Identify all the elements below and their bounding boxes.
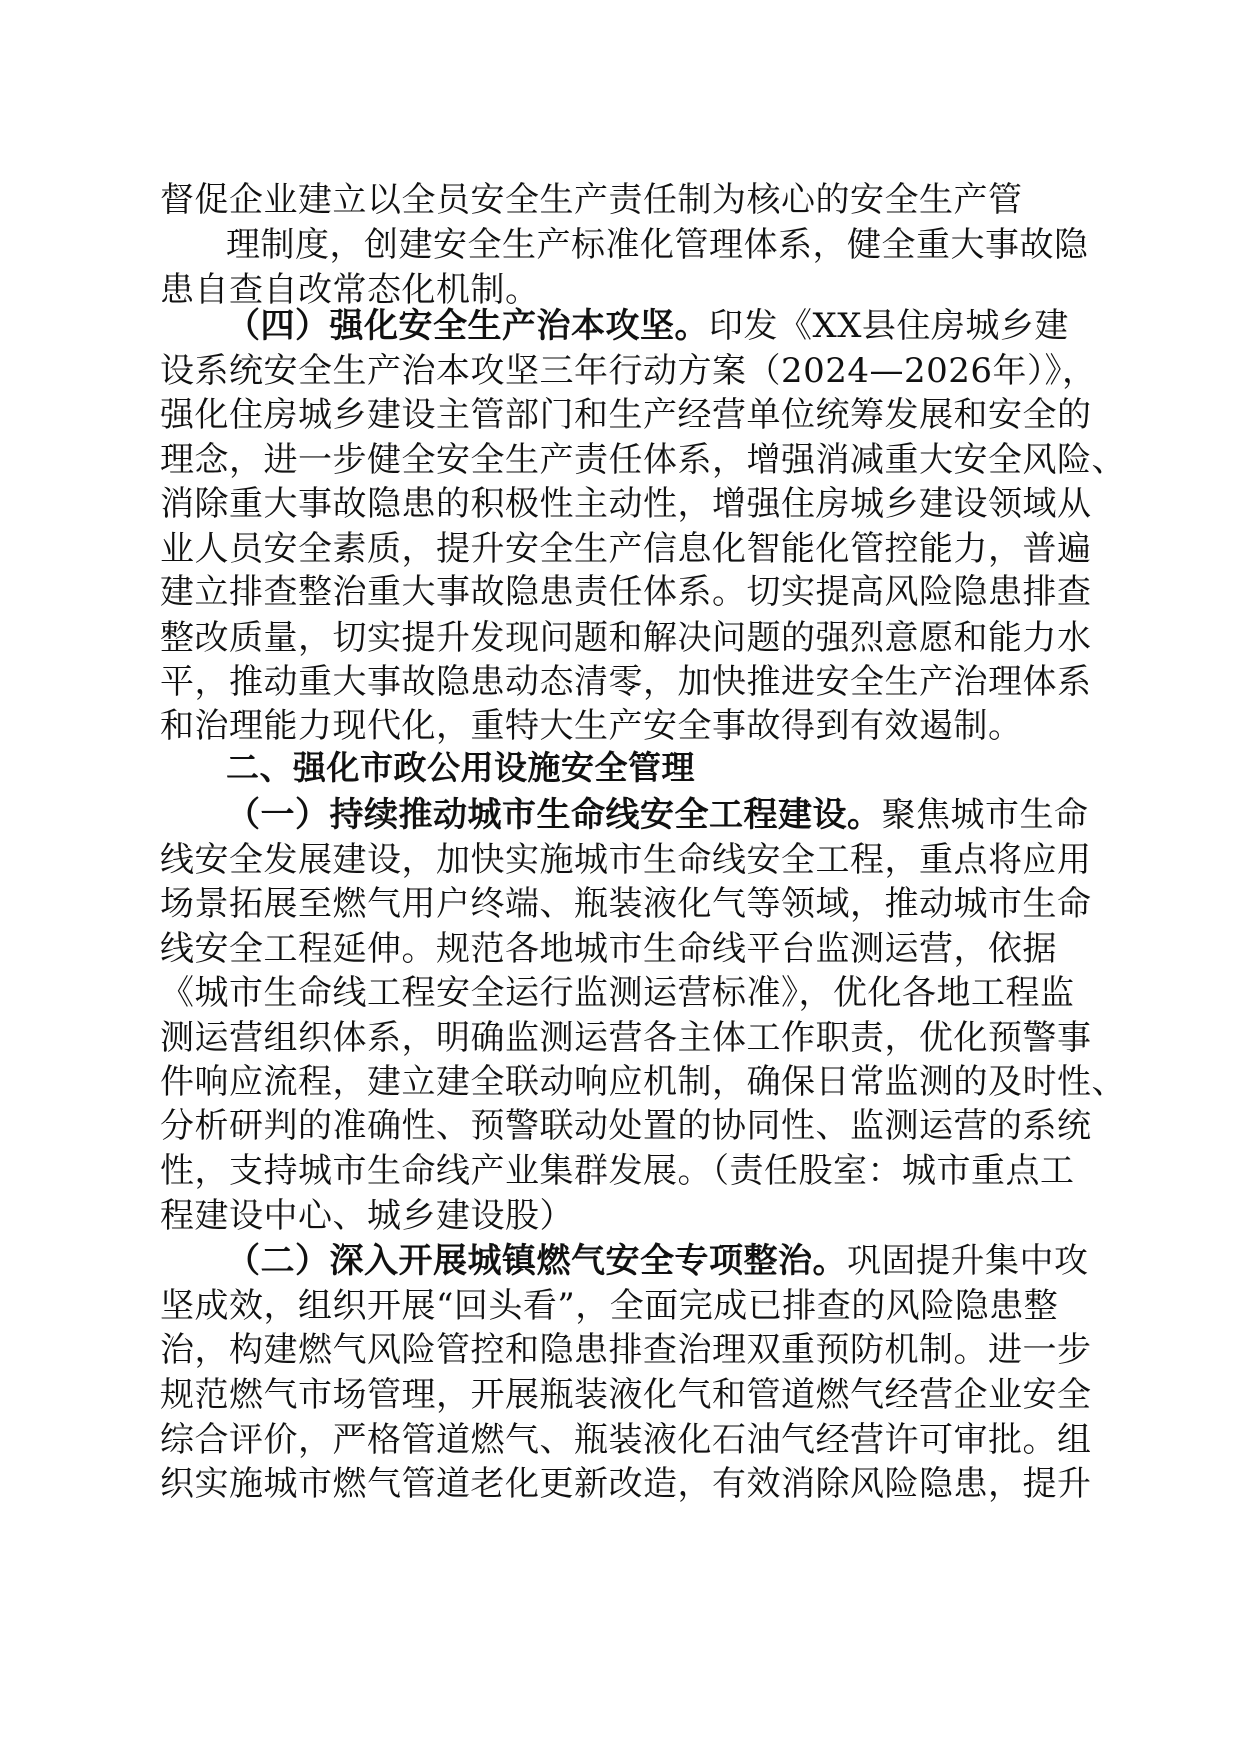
body-text-line: 治，构建燃气风险管控和隐患排查治理双重预防机制。进一步: [160, 1330, 1092, 1370]
body-text: 印发《XX县住房城乡建: [709, 306, 1069, 346]
body-text-line: 性，支持城市生命线产业集群发展。（责任股室：城市重点工: [160, 1151, 1075, 1191]
body-text-line: 分析研判的准确性、预警联动处置的协同性、监测运营的系统: [160, 1106, 1092, 1146]
body-text-line: 程建设中心、城乡建设股）: [160, 1196, 574, 1236]
subheading-two: （二）深入开展城镇燃气安全专项整治。: [226, 1241, 847, 1281]
body-text-line: 强化住房城乡建设主管部门和生产经营单位统筹发展和安全的: [160, 395, 1092, 435]
body-text-line: 件响应流程，建立建全联动响应机制，确保日常监测的及时性、: [160, 1062, 1126, 1102]
body-text-line: 整改质量，切实提升发现问题和解决问题的强烈意愿和能力水: [160, 618, 1092, 658]
body-text-line: 理制度，创建安全生产标准化管理体系，健全重大事故隐: [226, 225, 1089, 265]
body-text: 巩固提升集中攻: [847, 1241, 1089, 1281]
body-text-line: 织实施城市燃气管道老化更新改造，有效消除风险隐患，提升: [160, 1464, 1092, 1504]
body-text-line: 测运营组织体系，明确监测运营各主体工作职责，优化预警事: [160, 1018, 1092, 1058]
body-text-line: 消除重大事故隐患的积极性主动性，增强住房城乡建设领域从: [160, 484, 1092, 524]
body-text-line: 理念，进一步健全安全生产责任体系，增强消减重大安全风险、: [160, 440, 1126, 480]
body-text-line: 建立排查整治重大事故隐患责任体系。切实提高风险隐患排查: [160, 572, 1092, 612]
body-text-line: 和治理能力现代化，重特大生产安全事故得到有效遏制。: [160, 706, 1023, 746]
body-text-line: 规范燃气市场管理，开展瓶装液化气和管道燃气经营企业安全: [160, 1375, 1092, 1415]
body-text-line: 设系统安全生产治本攻坚三年行动方案（2024—2026年）》，: [160, 351, 1097, 391]
body-text-line: 督促企业建立以全员安全生产责任制为核心的安全生产管: [160, 180, 1023, 220]
body-text-line: 患自查自改常态化机制。: [160, 270, 540, 310]
subheading-one: （一）持续推动城市生命线安全工程建设。: [226, 795, 882, 835]
section-heading-two: 二、强化市政公用设施安全管理: [226, 748, 695, 787]
body-text-line: 线安全工程延伸。规范各地城市生命线平台监测运营，依据: [160, 929, 1057, 969]
body-text-line: 线安全发展建设，加快实施城市生命线安全工程，重点将应用: [160, 840, 1092, 880]
body-text-line: 《城市生命线工程安全运行监测运营标准》，优化各地工程监: [160, 973, 1075, 1013]
body-text-line: 业人员安全素质，提升安全生产信息化智能化管控能力，普遍: [160, 529, 1092, 569]
subheading-four: （四）强化安全生产治本攻坚。: [226, 306, 709, 346]
body-text-line: 场景拓展至燃气用户终端、瓶装液化气等领域，推动城市生命: [160, 884, 1092, 924]
body-text-line: 平，推动重大事故隐患动态清零，加快推进安全生产治理体系: [160, 662, 1092, 702]
body-text-line: 坚成效，组织开展“回头看”，全面完成已排查的风险隐患整: [160, 1286, 1059, 1326]
body-text-line: 综合评价，严格管道燃气、瓶装液化石油气经营许可审批。组: [160, 1420, 1092, 1460]
body-text: 聚焦城市生命: [881, 795, 1089, 835]
